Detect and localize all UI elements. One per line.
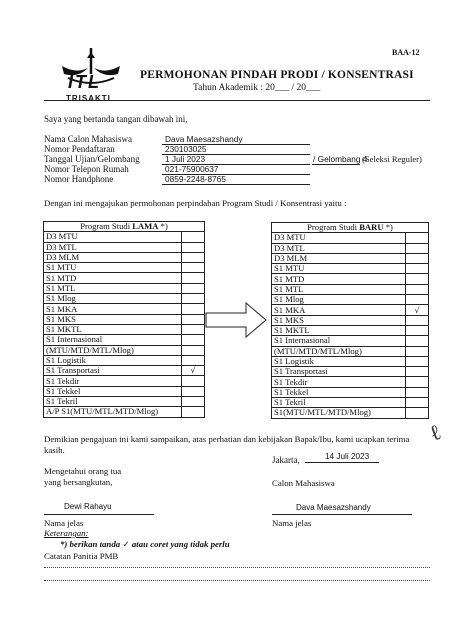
program-checkbox[interactable] — [182, 283, 205, 293]
program-row — [44, 386, 205, 396]
program-checkbox[interactable] — [182, 335, 205, 345]
program-checkbox[interactable] — [182, 314, 205, 324]
program-name: S1(MTU/MTL/MTD/Mlog) — [272, 408, 406, 418]
program-intro: Dengan ini mengajukan permohonan perpindahan Program Studi / Konsentrasi yaitu : — [44, 198, 347, 208]
form-code: BAA-12 — [392, 48, 420, 57]
field-label: Tanggal Ujian/Gelombang — [44, 154, 140, 164]
new-program-table — [271, 222, 429, 419]
program-checkbox[interactable] — [406, 253, 429, 263]
header-divider — [44, 100, 430, 101]
old-program-table — [43, 221, 205, 418]
program-checkbox[interactable] — [406, 315, 429, 325]
program-checkbox[interactable] — [406, 346, 429, 356]
program-name: S1 Internasional — [272, 336, 406, 346]
program-row — [272, 284, 429, 294]
notes-line — [44, 580, 430, 581]
parent-sig-underline — [44, 514, 154, 515]
student-sig-underline — [272, 514, 412, 515]
field-value: 0859-2248-8765 — [165, 174, 226, 184]
program-checkbox[interactable] — [406, 377, 429, 387]
signing-date: 14 Juli 2023 — [325, 452, 370, 461]
program-name: (MTU/MTD/MTL/Mlog) — [272, 346, 406, 356]
field-phone-row — [44, 164, 434, 174]
program-row — [272, 367, 429, 377]
academic-year: Tahun Akademik : 20___ / 20___ — [193, 83, 321, 93]
field-label: Nama Calon Mahasiswa — [44, 134, 132, 144]
field-label: Nomor Pendaftaran — [44, 144, 115, 154]
program-checkbox[interactable] — [406, 356, 429, 366]
date-underline — [305, 462, 379, 463]
program-checkbox[interactable] — [406, 274, 429, 284]
program-row — [272, 315, 429, 325]
program-checkbox[interactable] — [406, 243, 429, 253]
program-checkbox[interactable] — [182, 273, 205, 283]
place-label: Jakarta, — [272, 455, 300, 465]
notes-line — [44, 567, 430, 568]
program-row — [272, 336, 429, 346]
program-row — [44, 304, 205, 314]
parent-sig-line2: yang bersangkutan, — [44, 477, 113, 487]
program-row — [44, 376, 205, 386]
parent-name: Dewi Rahayu — [64, 502, 112, 511]
program-row — [44, 324, 205, 334]
program-checkbox[interactable] — [406, 295, 429, 305]
program-checkbox[interactable]: √ — [406, 305, 429, 315]
intro-text: Saya yang bertanda tangan dibawah ini, — [44, 114, 188, 124]
program-row — [272, 305, 429, 315]
program-row — [44, 242, 205, 252]
program-name: S1 MKS — [272, 315, 406, 325]
program-checkbox[interactable] — [406, 398, 429, 408]
field-underline — [162, 174, 310, 175]
program-row — [44, 252, 205, 262]
program-name: D3 MTU — [44, 232, 182, 242]
program-name: S1 Internasional — [44, 335, 182, 345]
field-underline — [162, 184, 310, 185]
program-row — [44, 294, 205, 304]
program-row — [272, 274, 429, 284]
program-name: S1 MTD — [272, 274, 406, 284]
program-checkbox[interactable] — [182, 407, 205, 417]
program-checkbox[interactable] — [406, 387, 429, 397]
program-name: S1 MKA — [44, 304, 182, 314]
catatan-label: Catatan Panitia PMB — [44, 551, 119, 561]
program-checkbox[interactable] — [182, 294, 205, 304]
program-checkbox[interactable] — [182, 355, 205, 365]
program-checkbox[interactable] — [406, 233, 429, 243]
program-row — [272, 387, 429, 397]
program-checkbox[interactable] — [182, 263, 205, 273]
field-value: Dava Maesazshandy — [165, 134, 243, 144]
program-row — [44, 263, 205, 273]
program-name: S1 Tekdir — [44, 376, 182, 386]
program-name: S1 MKTL — [44, 324, 182, 334]
program-row — [44, 366, 205, 376]
program-checkbox[interactable] — [182, 232, 205, 242]
program-name: S1 Transportasi — [272, 367, 406, 377]
program-row — [272, 243, 429, 253]
keterangan-note: *) berikan tanda ✓ atau coret yang tidak perlu — [60, 539, 230, 550]
program-row — [272, 295, 429, 305]
program-name: S1 Mlog — [272, 295, 406, 305]
field-underline — [162, 164, 310, 165]
field-label: Nomor Telepon Rumah — [44, 164, 129, 174]
program-name: D3 MTL — [272, 243, 406, 253]
program-row — [272, 377, 429, 387]
field-value: 021-75900637 — [165, 164, 219, 174]
program-name: S1 Tekkel — [272, 387, 406, 397]
program-checkbox[interactable] — [182, 252, 205, 262]
program-row — [44, 345, 205, 355]
program-name: S1 Tekkel — [44, 386, 182, 396]
program-name: S1 MTD — [44, 273, 182, 283]
parent-name-caption: Nama jelas — [44, 518, 84, 528]
old-program-header: Program Studi LAMA *) — [44, 222, 205, 232]
program-checkbox[interactable] — [182, 324, 205, 334]
program-name: S1 MTU — [44, 263, 182, 273]
program-name: D3 MLM — [44, 252, 182, 262]
program-checkbox[interactable]: √ — [182, 366, 205, 376]
student-sig-line1: Calon Mahasiswa — [272, 478, 335, 488]
program-row — [44, 355, 205, 365]
program-name: A/P S1(MTU/MTL/MTD/Mlog) — [44, 407, 182, 417]
program-row — [272, 398, 429, 408]
program-row — [272, 253, 429, 263]
field-label: Nomor Handphone — [44, 174, 114, 184]
closing-text: Demikian pengajuan ini kami sampaikan, atas perhatian dan kebijakan Bapak/Ibu, kami ucapkan terima kasih. — [44, 434, 410, 455]
field-value: 230103025 — [165, 144, 207, 154]
program-row — [44, 273, 205, 283]
program-row — [44, 314, 205, 324]
program-name: D3 MLM — [272, 253, 406, 263]
field-underline — [312, 164, 360, 165]
program-name: S1 Transportasi — [44, 366, 182, 376]
program-row — [44, 283, 205, 293]
program-checkbox[interactable] — [182, 242, 205, 252]
program-checkbox[interactable] — [406, 264, 429, 274]
check-icon: ✓ — [122, 540, 130, 550]
new-program-header: Program Studi BARU *) — [272, 223, 429, 233]
program-row — [272, 233, 429, 243]
program-name: S1 Tekdir — [272, 377, 406, 387]
page-title: PERMOHONAN PINDAH PRODI / KONSENTRASI — [140, 69, 414, 81]
program-checkbox[interactable] — [406, 336, 429, 346]
arrow-icon — [204, 300, 268, 345]
field-exam-date-row — [44, 154, 434, 164]
program-name: S1 MTL — [272, 284, 406, 294]
program-name: S1 Logistik — [272, 356, 406, 366]
program-checkbox[interactable] — [182, 376, 205, 386]
program-checkbox[interactable] — [406, 367, 429, 377]
program-name: S1 MKTL — [272, 325, 406, 335]
program-name: S1 Logistik — [44, 355, 182, 365]
program-checkbox[interactable] — [182, 386, 205, 396]
logo — [60, 44, 122, 104]
margin-mark: ℓ — [426, 419, 445, 448]
program-name: S1 Tekril — [272, 398, 406, 408]
program-row — [272, 346, 429, 356]
program-checkbox[interactable] — [406, 325, 429, 335]
student-name-caption: Nama jelas — [272, 518, 312, 528]
field-name-row — [44, 134, 434, 144]
program-row — [44, 335, 205, 345]
program-name: S1 MTL — [44, 283, 182, 293]
logo-text: ITL — [68, 72, 101, 92]
program-row — [272, 325, 429, 335]
keterangan-label: Keterangan: — [44, 528, 89, 538]
logo-subtext: TRISAKTI — [66, 94, 111, 103]
field-underline — [162, 144, 310, 145]
program-name: (MTU/MTD/MTL/Mlog) — [44, 345, 182, 355]
field-registration-row — [44, 144, 434, 154]
field-wave-note: (Seleksi Reguler) — [362, 154, 422, 164]
program-name: D3 MTL — [44, 242, 182, 252]
program-row — [272, 356, 429, 366]
program-name: S1 Tekril — [44, 397, 182, 407]
program-checkbox[interactable] — [406, 284, 429, 294]
program-row — [272, 408, 429, 418]
field-wave: / Gelombang 4 — [313, 154, 368, 164]
program-row — [44, 397, 205, 407]
program-name: S1 MKS — [44, 314, 182, 324]
program-name: S1 MKA — [272, 305, 406, 315]
field-mobile-row — [44, 174, 434, 184]
program-name: S1 Mlog — [44, 294, 182, 304]
program-checkbox[interactable] — [182, 304, 205, 314]
parent-sig-line1: Mengetahui orang tua — [44, 466, 122, 476]
program-checkbox[interactable] — [406, 408, 429, 418]
program-row — [44, 232, 205, 242]
program-row — [272, 264, 429, 274]
field-underline — [162, 154, 310, 155]
applicant-fields — [44, 134, 434, 184]
program-checkbox[interactable] — [182, 345, 205, 355]
field-value: 1 Juli 2023 — [165, 154, 206, 164]
student-name: Dava Maesazshandy — [296, 503, 371, 512]
program-name: S1 MTU — [272, 264, 406, 274]
program-row — [44, 407, 205, 417]
program-checkbox[interactable] — [182, 397, 205, 407]
program-name: D3 MTU — [272, 233, 406, 243]
